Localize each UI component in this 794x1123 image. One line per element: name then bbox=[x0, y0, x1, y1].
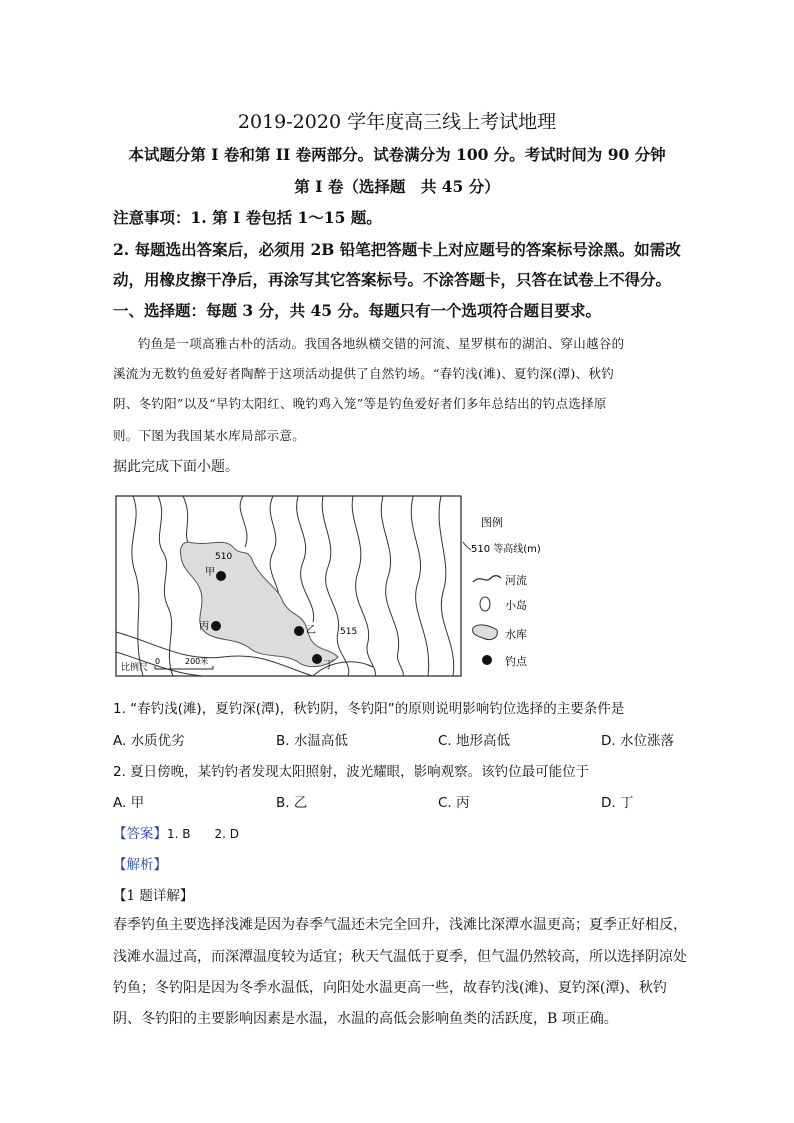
legend-fishing-spot: 钓点 bbox=[505, 655, 527, 668]
point-label-yi: 乙 bbox=[306, 625, 316, 636]
question-2-option-c: C. 丙 bbox=[438, 795, 470, 811]
page-title: 2019-2020 学年度高三线上考试地理 bbox=[237, 111, 557, 133]
legend-river: 河流 bbox=[505, 574, 527, 587]
passage-line-3: 阴、冬钓阳”以及“早钓太阳红、晚钓鸡入笼”等是钓鱼爱好者们多年总结出的钓点选择原 bbox=[113, 396, 607, 411]
instruction: 据此完成下面小题。 bbox=[113, 459, 239, 475]
question-1-option-c: C. 地形高低 bbox=[438, 733, 511, 749]
question-2-option-d: D. 丁 bbox=[601, 795, 634, 811]
part-title: 第 I 卷（选择题 共 45 分） bbox=[294, 177, 500, 196]
explanation-line-4: 阴、冬钓阳的主要影响因素是水温，水温的高低会影响鱼类的活跃度，B 项正确。 bbox=[113, 1011, 618, 1027]
legend-spot-icon bbox=[482, 655, 492, 665]
point-label-bing: 丙 bbox=[199, 621, 209, 632]
legend-title: 图例 bbox=[481, 516, 503, 529]
passage-line-1: 钓鱼是一项高雅古朴的活动。我国各地纵横交错的河流、星罗棋布的湖泊、穿山越谷的 bbox=[138, 336, 625, 351]
analysis-label: 【解析】 bbox=[113, 857, 167, 873]
question-2-option-b: B. 乙 bbox=[276, 795, 308, 811]
fishing-spot-yi bbox=[294, 626, 304, 636]
notes-line-2: 2. 每题选出答案后，必须用 2B 铅笔把答题卡上对应题号的答案标号涂黑。如需改 bbox=[113, 240, 681, 259]
answer-label: 【答案】 bbox=[113, 826, 167, 842]
question-1-option-b: B. 水温高低 bbox=[276, 733, 348, 749]
passage-line-4: 则。下图为我国某水库局部示意。 bbox=[113, 428, 306, 443]
explanation-line-2: 浅滩水温过高，而深潭温度较为适宜；秋天气温低于夏季，但气温仍然较高，所以选择阴凉处 bbox=[113, 949, 687, 965]
scale-zero: 0 bbox=[155, 657, 161, 666]
question-1-option-a: A. 水质优劣 bbox=[113, 733, 185, 749]
explanation-line-3: 钓鱼；冬钓阳是因为冬季水温低，向阳处水温更高一些，故春钓浅(滩)、夏钓深(潭)、秋钓 bbox=[113, 980, 667, 996]
detail-label: 【1 题详解】 bbox=[113, 888, 194, 904]
point-label-jia: 甲 bbox=[205, 567, 215, 578]
explanation-line-1: 春季钓鱼主要选择浅滩是因为春季气温还未完全回升，浅滩比深潭水温更高；夏季正好相反， bbox=[113, 917, 687, 933]
reservoir-map bbox=[113, 492, 563, 682]
notes-line-1: 注意事项：1. 第 I 卷包括 1～15 题。 bbox=[113, 208, 382, 227]
scale-label: 比例尺 bbox=[121, 663, 149, 673]
legend-contour: 510 等高线(m) bbox=[471, 544, 541, 555]
section-heading: 一、选择题：每题 3 分，共 45 分。每题只有一个选项符合题目要求。 bbox=[113, 301, 601, 320]
legend-island-icon bbox=[480, 597, 490, 611]
fishing-spot-jia bbox=[216, 571, 226, 581]
fishing-spot-bing bbox=[211, 621, 221, 631]
contour-label-510: 510 bbox=[215, 552, 233, 562]
legend-reservoir-icon bbox=[473, 625, 498, 640]
legend-reservoir: 水库 bbox=[505, 628, 527, 641]
fishing-spot-ding bbox=[312, 654, 322, 664]
question-2-option-a: A. 甲 bbox=[113, 795, 145, 811]
scale-distance: 200米 bbox=[185, 657, 209, 666]
question-1-stem: 1. “春钓浅(滩)，夏钓深(潭)，秋钓阴，冬钓阳”的原则说明影响钓位选择的主要条件是 bbox=[113, 701, 625, 717]
notes-line-3: 动，用橡皮擦干净后，再涂写其它答案标号。不涂答题卡，只答在试卷上不得分。 bbox=[113, 270, 672, 289]
exam-subtitle: 本试题分第 I 卷和第 II 卷两部分。试卷满分为 100 分。考试时间为 90 分钟 bbox=[128, 145, 666, 164]
answer-line bbox=[113, 822, 239, 842]
passage-line-2: 溪流为无数钓鱼爱好者陶醉于这项活动提供了自然钓场。“春钓浅(滩)、夏钓深(潭)、秋钓 bbox=[113, 366, 614, 381]
answer-values: 1. B 2. D bbox=[167, 827, 240, 841]
legend-river-icon bbox=[473, 576, 501, 582]
contour-label-515: 515 bbox=[340, 627, 358, 637]
legend-island: 小岛 bbox=[505, 599, 527, 612]
legend-contour-icon bbox=[463, 542, 471, 550]
question-1-option-d: D. 水位涨落 bbox=[601, 733, 674, 749]
point-label-ding: 丁 bbox=[324, 660, 334, 671]
question-2-stem: 2. 夏日傍晚，某钓钓者发现太阳照射，波光耀眼，影响观察。该钓位最可能位于 bbox=[113, 764, 590, 780]
